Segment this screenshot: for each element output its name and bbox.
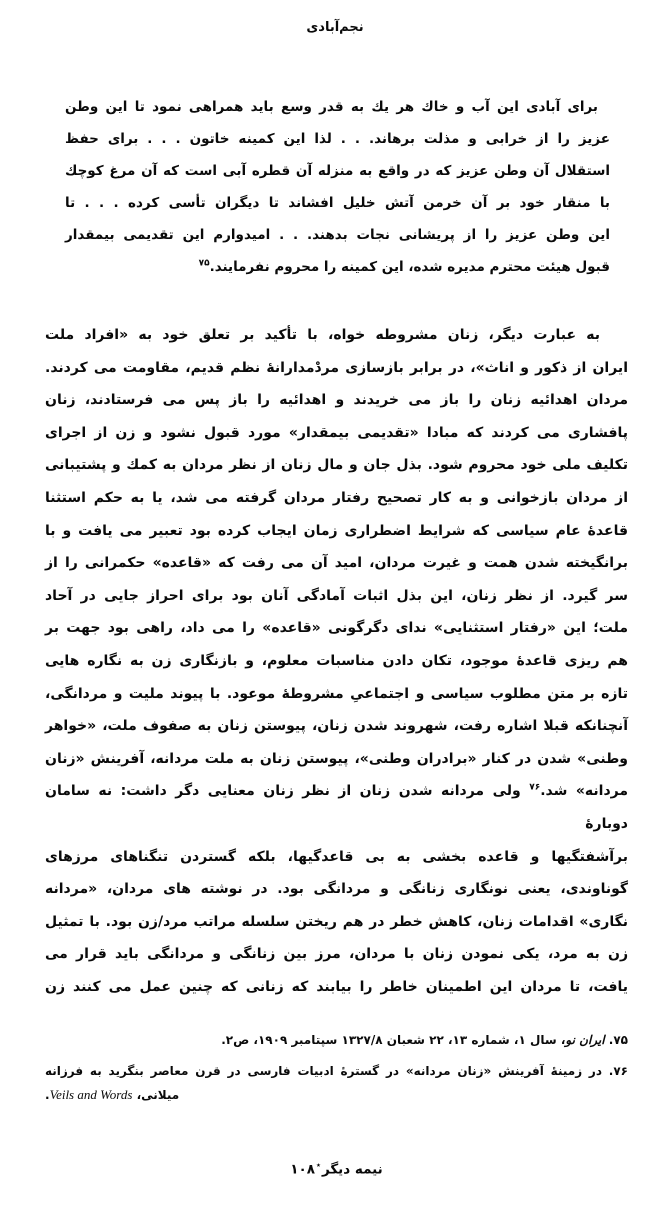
quote-line: با منقار خود بر آن خرمن آتش خليل افشاند تا ديگران تأسی كرده . . . تا (65, 195, 610, 211)
quote-line: استقلال آن وطن عزيز كه در واقع به منزله آن قطره آبی است كه آن مرغ كوچك (65, 163, 610, 179)
running-head: نجم‌آبادی (306, 20, 364, 35)
footnote-76-line2 (45, 1083, 628, 1107)
footnote-76-period: . (45, 1088, 50, 1103)
footnote-76-author: ميلانی، (132, 1088, 180, 1103)
body-line: به عبارت ديگر، زنان مشروطه خواه، با تأكيد بر تعلق خود به «افراد ملت (45, 327, 600, 343)
footnote-75-number: ۷۵. (608, 1033, 628, 1048)
text-column (0, 91, 670, 1178)
footnote-76-book-title: Veils and Words (49, 1087, 133, 1103)
body-line: نگاری» اقدامات زنان، كاهش خطر در هم ريختن سلسله مراتب مرد/زن بود. با تمثيل (45, 913, 628, 930)
quote-last-line-text: قبول هيئت محترم مديره شده، اين كمينه را محروم نفرمايند. (209, 259, 610, 275)
body-line: آنچنانكه قبلا اشاره رفت، شهروند شدن زنان، پيوستن زنان به صفوف ملت، «خواهر (45, 718, 628, 735)
block-quote (65, 91, 610, 283)
body-line: گوناوندی، يعنی نونگاری زنانگی و مردانگی بود. در نوشته های مردان، «مردانه (45, 881, 628, 898)
body-line: وطنی» شدن در كنار «برادران وطنی»، پيوستن زنان به ملت مردانه، آفرينش «زنان (45, 750, 628, 767)
quote-line: برای آبادی اين آب و خاك هر يك به قدر وسع بايد همراهی نمود تا اين وطن (65, 99, 598, 115)
body-line: پافشاری می كردند كه مبادا «تقديمی بيمقدار» مورد قبول نشود و زن از اجرای (45, 424, 628, 441)
footnote-75 (45, 1029, 628, 1052)
quote-last-line (65, 251, 610, 283)
body-line: هم ريزی قاعدهٔ موجود، تكان دادن مناسبات معلوم، و بازنگاری زن به نگاره هايی (45, 652, 628, 669)
body-line: برانگيخته شدن همت و غيرت مردان، اميد آن می رفت كه «قاعده» حكمرانی را از (45, 555, 628, 572)
body-line: ملت؛ اين «رفتار استثنايی» ندای دگرگونی «قاعده» را می داد، راهی بود جهت بر (45, 620, 628, 637)
body-line: ايران از ذكور و اناث»، در برابر بازسازی مردْمدارانهٔ نظم قديم، مقاومت می كردند. (45, 359, 628, 376)
footnote-75-journal-title: ايران نو (565, 1033, 605, 1048)
body-paragraph (45, 319, 628, 1003)
quote-line: عزيز را از خرابی و مذلت برهاند. . . لذا اين كمينه خاتون . . . برای حفظ (65, 131, 610, 147)
body-line-text: ولی مردانه شدن زنان از نظر زنان معنايی دگر داشت: نه سامان دوبارهٔ (45, 783, 628, 832)
footnotes-section (45, 1029, 628, 1107)
body-line: برآشفتگيها و قاعده بخشی به بی قاعدگيها، بلكه گستردن تنگناهای مرزهای (45, 848, 628, 865)
footnote-75-marker: ۷۵ (198, 258, 210, 269)
body-line: سر گيرد. از نظر زنان، اين بذل اثبات آمادگی آنان بود برای احراز جايی در آحاد (45, 587, 628, 604)
footnote-75-text: ، سال ۱، شماره ۱۳، ۲۲ شعبان ۱۳۲۷/۸ سپتامبر ۱۹۰۹، ص۲. (221, 1033, 566, 1048)
footnote-76-marker: ۷۶ (529, 782, 541, 793)
footer-ornament: ٭ (316, 1161, 321, 1172)
page-footer (45, 1161, 628, 1178)
body-line: قاعدهٔ عام سياسی كه شرايط اضطراری زمان ايجاب كرده بود تعبير می يافت و با (45, 522, 628, 539)
body-line-text: مردانه» شد. (540, 783, 629, 800)
quote-line: اين وطن عزيز را از پريشانی نجات بدهند. . . اميدوارم اين تقديمی بيمقدار (65, 227, 610, 243)
body-line-with-footnote-marker (45, 775, 628, 840)
footnote-76 (45, 1060, 628, 1107)
body-line: از مردان بازخوانی و به كار تصحيح رفتار مردان گرفته می شد، يا به حكم استثنا (45, 489, 628, 506)
body-line: تازه بر متن مطلوب سياسی و اجتماعیِ مشروطهٔ موعود. با پيوند مليت و مردانگی، (45, 685, 628, 702)
footnote-76-line1: ۷۶. در زمينهٔ آفرينش «زنان مردانه» در گسترهٔ ادبيات فارسی در قرن معاصر بنگريد به فرزانه (45, 1064, 628, 1079)
body-line: مردان اهدائيه زنان را باز می خريدند و اهدائيه را باز پس می فرستادند، زنان (45, 392, 628, 409)
body-line: تكليف ملی خود محروم شود. بذل جان و مال زنان از نظر مردان به كمك و پشتيبانی (45, 457, 628, 474)
body-line: يافت، تا مردان اين اطمينان خاطر را بيابند كه زنانی كه چنين عمل می كنند زن (45, 978, 628, 995)
body-line: زن به مرد، يكی نمودن زنان با مردان، مرز بين زنانگی و مردانگی بايد قرار می (45, 946, 628, 963)
page-number: ۱۰۸ (290, 1161, 316, 1178)
journal-title: نيمه ديگر (321, 1161, 383, 1178)
